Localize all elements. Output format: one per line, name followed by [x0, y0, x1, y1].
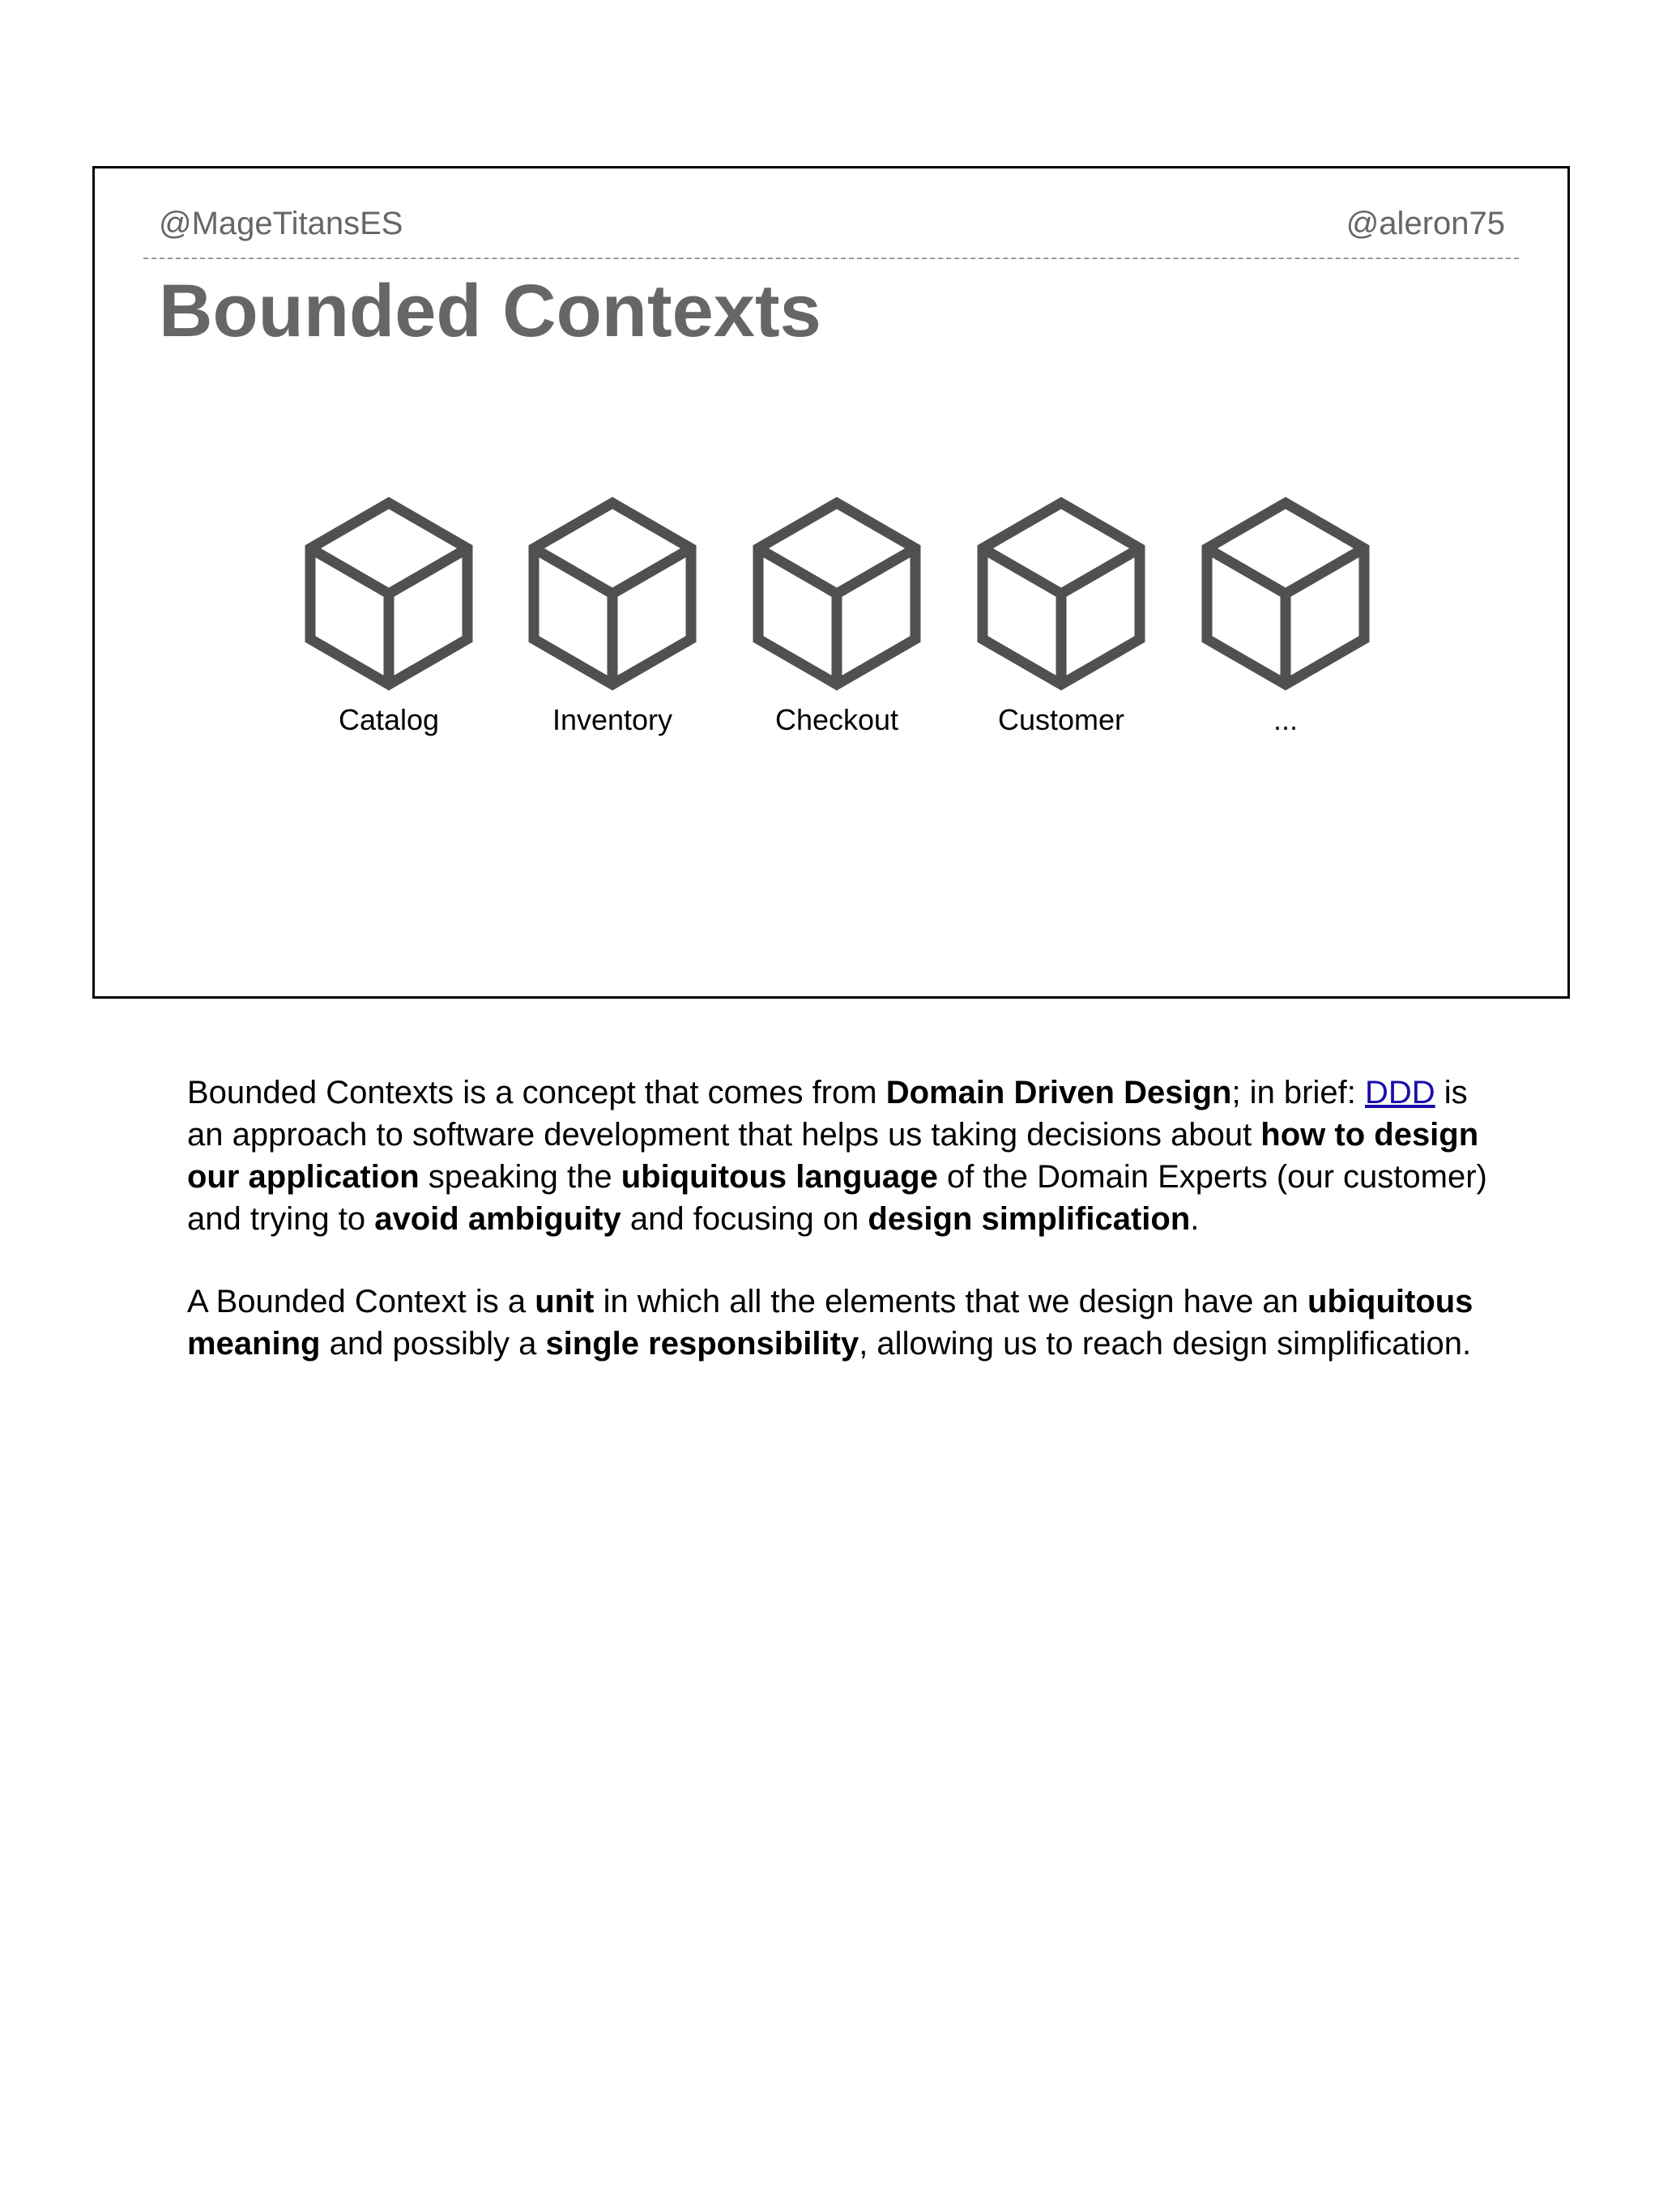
notes-bold: avoid ambiguity [374, 1201, 621, 1237]
cube-icon [1192, 497, 1379, 691]
ddd-link[interactable]: DDD [1364, 1075, 1435, 1110]
notes-bold: ubiquitous language [621, 1159, 938, 1195]
context-label: Catalog [338, 703, 440, 736]
notes-paragraph-1 [187, 1072, 1499, 1240]
notes-bold: ubiquitous meaning [187, 1284, 1473, 1362]
notes-bold: single responsibility [545, 1326, 859, 1362]
speaker-notes [187, 1072, 1499, 1405]
context-label: Inventory [552, 703, 673, 736]
notes-text: , allowing us to reach design simplification. [859, 1326, 1472, 1362]
notes-text: is an approach to software development that helps us taking decisions about [187, 1075, 1468, 1153]
notes-text: and possibly a [320, 1326, 546, 1362]
notes-text: in which all the elements that we design have an [594, 1284, 1308, 1319]
context-label: ... [1273, 703, 1298, 736]
twitter-handle-left: @MageTitansES [159, 206, 403, 241]
notes-text: and focusing on [621, 1201, 868, 1237]
notes-bold: design simplification [868, 1201, 1191, 1237]
slide [92, 166, 1570, 999]
notes-paragraph-2 [187, 1281, 1499, 1365]
notes-text: A Bounded Context is a [187, 1284, 535, 1319]
notes-bold: Domain Driven Design [885, 1075, 1232, 1110]
twitter-handle-right: @aleron75 [1346, 206, 1505, 241]
cube-icon [744, 497, 930, 691]
notes-text: of the Domain Experts (our customer) and trying to [187, 1159, 1487, 1237]
dashed-divider [143, 258, 1519, 259]
context-label: Checkout [774, 703, 899, 736]
notes-text: speaking the [419, 1159, 621, 1195]
notes-text: Bounded Contexts is a concept that comes from [187, 1075, 886, 1110]
cube-icon [519, 497, 706, 691]
slide-title: Bounded Contexts [159, 270, 821, 352]
notes-text: . [1190, 1201, 1200, 1237]
notes-bold: how to design our application [187, 1117, 1479, 1195]
notes-text: ; in brief: [1231, 1075, 1365, 1110]
cube-icon [968, 497, 1154, 691]
notes-bold: unit [535, 1284, 595, 1319]
context-label: Customer [997, 703, 1125, 736]
cube-icon [296, 497, 482, 691]
